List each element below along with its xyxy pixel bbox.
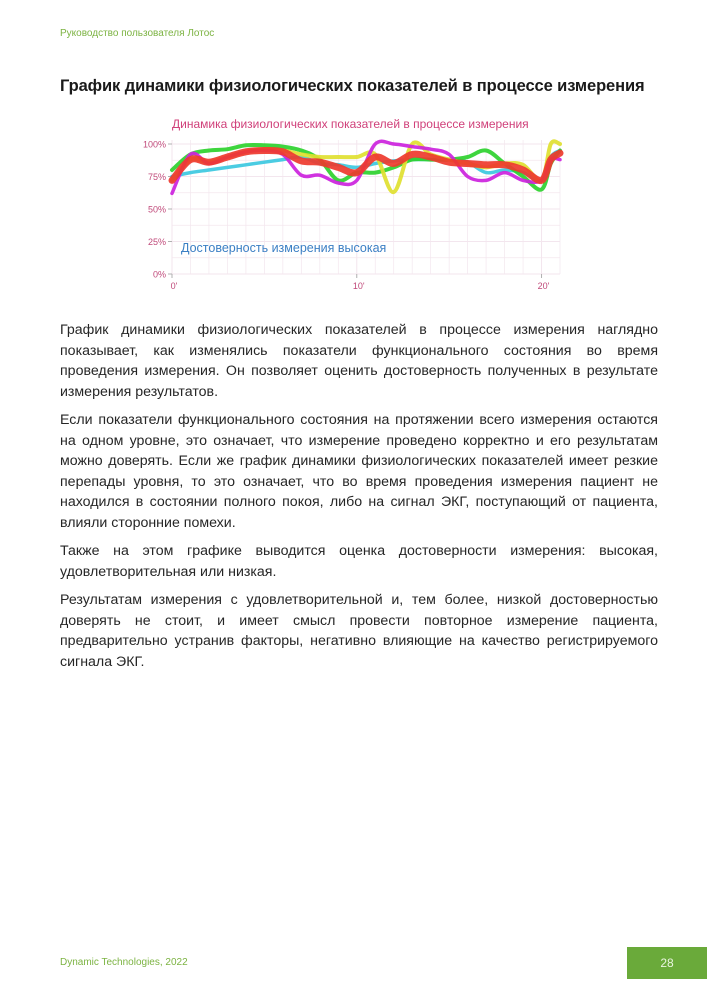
section-title: График динамики физиологических показателей в процессе измерения (60, 77, 645, 95)
y-tick-label: 100% (142, 139, 166, 150)
paragraph: Результатам измерения с удовлетворительной и, тем более, низкой достоверностью доверять не стоит, и имеет смысл провести повторное измерение пациента, предварительно устранив факторы, негативно влияющие на качество регистрируемого сигнала ЭКГ. (60, 592, 658, 670)
y-tick-label: 75% (147, 172, 166, 182)
x-axis (171, 274, 550, 291)
series-lines (172, 141, 560, 193)
footer-company: Dynamic Technologies, 2022 (60, 957, 188, 968)
reliability-annotation: Достоверность измерения высокая (181, 241, 387, 255)
body-text (60, 320, 658, 680)
running-header: Руководство пользователя Лотос (60, 28, 215, 39)
paragraph: График динамики физиологических показателей в процессе измерения наглядно показывает, как изменялись показатели функционального состояния во время проведения измерения. Он позволяет оценить достоверность полученных в результате измерения результатов. (60, 322, 658, 400)
x-tick-label: 10' (352, 281, 365, 291)
page-number: 28 (660, 956, 674, 970)
y-tick-label: 25% (147, 237, 166, 247)
dynamics-chart (130, 112, 580, 302)
y-tick-label: 50% (147, 204, 166, 215)
y-tick-label: 0% (152, 269, 166, 280)
chart-svg (130, 112, 580, 302)
y-axis (143, 140, 172, 280)
chart-title: Динамика физиологических показателей в процессе измерения (172, 117, 529, 131)
x-tick-label: 20' (537, 281, 550, 291)
page-number-badge (627, 947, 707, 979)
paragraph: Также на этом графике выводится оценка достоверности измерения: высокая, удовлетворительная или низкая. (60, 543, 658, 580)
x-tick-label: 0' (170, 281, 178, 291)
paragraph: Если показатели функционального состояния на протяжении всего измерения остаются на одном уровне, это означает, что измерение проведено корректно и его результатам можно доверять. Если же график динамики физиологических показателей имеет резкие перепады уровня, то это означает, что во время проведения измерения пациент не находился в состоянии полного покоя, либо на сигнал ЭКГ, поступающий от пациента, влияли сторонние помехи. (60, 412, 658, 531)
